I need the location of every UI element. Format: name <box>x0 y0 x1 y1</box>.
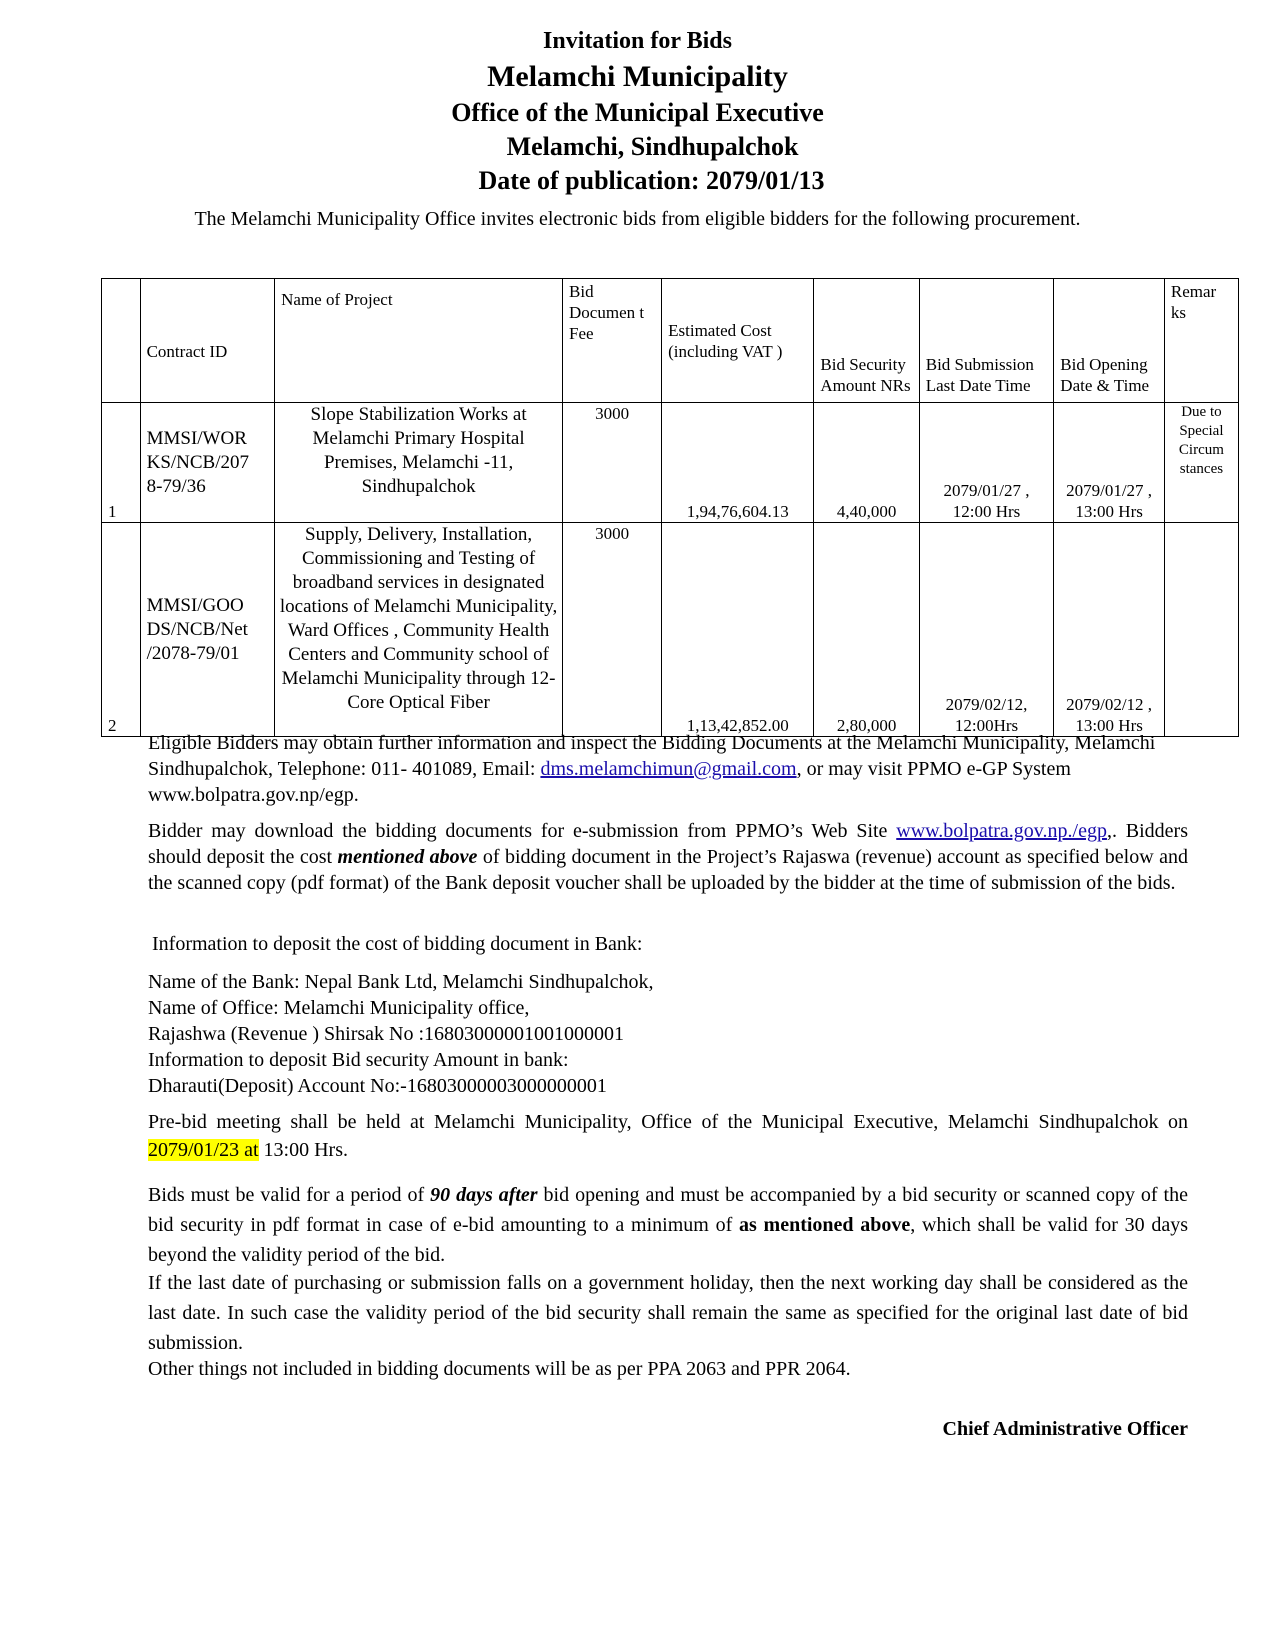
row-cost: 1,94,76,604.13 <box>662 403 814 523</box>
row-remarks <box>1164 523 1238 737</box>
row-contract-id: MMSI/GOO DS/NCB/Net /2078-79/01 <box>140 523 275 737</box>
as-mentioned-emphasis: as mentioned above <box>739 1214 911 1236</box>
validity-text-3: , which shall be valid for 30 days beyond the validity period of the bid. <box>148 1214 1189 1266</box>
header-submission: Bid Submission Last Date Time <box>919 279 1054 403</box>
bank-info-heading: Information to deposit the cost of bidding document in Bank: <box>152 933 643 955</box>
validity-paragraph <box>148 1180 1188 1270</box>
row-submission: 2079/02/12, 12:00Hrs <box>919 523 1054 737</box>
header-remarks: Remar ks <box>1164 279 1238 403</box>
row-fee: 3000 <box>563 403 662 523</box>
ppmo-website-link[interactable]: www.bolpatra.gov.np./egp <box>896 820 1107 842</box>
further-info-text-end: , or may visit PPMO e-GP System www.bolpatra.gov.np/egp. <box>148 758 1071 806</box>
row-opening: 2079/02/12 , 13:00 Hrs <box>1054 523 1165 737</box>
bank-details <box>148 969 1188 1099</box>
intro-text: The Melamchi Municipality Office invites electronic bids from eligible bidders for the following procurement. <box>194 208 1081 230</box>
further-info-paragraph <box>148 730 1188 808</box>
row-security: 4,40,000 <box>814 403 919 523</box>
header-security: Bid Security Amount NRs <box>814 279 919 403</box>
row-submission: 2079/01/27 , 12:00 Hrs <box>919 403 1054 523</box>
prebid-text: Pre-bid meeting shall be held at Melamchi Municipality, Office of the Municipal Executive, Melamchi Sindhupalchok on <box>148 1111 1188 1133</box>
prebid-paragraph <box>148 1108 1188 1164</box>
publication-date: Date of publication: 2079/01/13 <box>478 166 825 195</box>
header-opening: Bid Opening Date & Time <box>1054 279 1165 403</box>
prebid-date-highlight: 2079/01/23 at <box>148 1139 259 1161</box>
row-contract-id: MMSI/WOR KS/NCB/207 8-79/36 <box>140 403 275 523</box>
row-remarks: Due to Special Circum stances <box>1164 403 1238 523</box>
header-cost: Estimated Cost (including VAT ) <box>662 279 814 403</box>
row-opening: 2079/01/27 , 13:00 Hrs <box>1054 403 1165 523</box>
title-location: Melamchi, Sindhupalchok <box>506 132 799 161</box>
email-link[interactable]: dms.melamchimun@gmail.com <box>540 758 797 780</box>
row-fee: 3000 <box>563 523 662 737</box>
download-paragraph <box>148 818 1188 896</box>
row-number: 1 <box>102 403 141 523</box>
other-things-paragraph: Other things not included in bidding documents will be as per PPA 2063 and PPR 2064. <box>148 1358 851 1380</box>
title-office: Office of the Municipal Executive <box>451 98 824 127</box>
bid-security-info-line: Information to deposit Bid security Amount in bank: <box>148 1049 569 1071</box>
header-no <box>102 279 141 403</box>
validity-days-emphasis: 90 days after <box>430 1184 538 1206</box>
signature: Chief Administrative Officer <box>942 1418 1188 1440</box>
further-info-text: Eligible Bidders may obtain further information and inspect the Bidding Documents at the Melamchi Municipality, Melamchi Sindhupalchok, Telephone: 011- 401089, Email: <box>148 732 1156 780</box>
row-project: Slope Stabilization Works at Melamchi Primary Hospital Premises, Melamchi -11, Sindhupalchok <box>275 403 563 523</box>
holiday-paragraph: If the last date of purchasing or submission falls on a government holiday, then the next working day shall be considered as the last date. In such case the validity period of the bid security shall remain the same as specified for the original last date of bid submission. <box>148 1272 1188 1354</box>
prebid-time: 13:00 Hrs. <box>258 1139 348 1161</box>
revenue-account-line: Rajashwa (Revenue ) Shirsak No :16803000001001000001 <box>148 1023 625 1045</box>
title-municipality: Melamchi Municipality <box>487 60 788 93</box>
header-project: Name of Project <box>275 279 563 403</box>
download-text-3: of bidding document in the Project’s Rajaswa (revenue) account as specified below and the scanned copy (pdf format) of the Bank deposit voucher shall be uploaded by the bidder at the time of submission of the bids. <box>148 846 1188 894</box>
download-text: Bidder may download the bidding documents for e-submission from PPMO’s Web Site <box>148 820 897 842</box>
office-name-line: Name of Office: Melamchi Municipality office, <box>148 997 530 1019</box>
mentioned-above-emphasis: mentioned above <box>337 846 478 868</box>
header-fee: Bid Documen t Fee <box>563 279 662 403</box>
row-project: Supply, Delivery, Installation, Commissioning and Testing of broadband services in designated locations of Melamchi Municipality, Ward Offices , Community Health Centers and Community school of Melamchi Municipality through 12-Core Optical Fiber <box>275 523 563 737</box>
table-header-row <box>102 279 1239 403</box>
table-row <box>102 523 1239 737</box>
download-text-2: ,. Bidders should deposit the cost <box>148 820 1188 868</box>
header-contract-id: Contract ID <box>140 279 275 403</box>
bids-table <box>101 278 1239 737</box>
row-cost: 1,13,42,852.00 <box>662 523 814 737</box>
title-invitation: Invitation for Bids <box>543 28 732 54</box>
row-number: 2 <box>102 523 141 737</box>
row-security: 2,80,000 <box>814 523 919 737</box>
deposit-account-line: Dharauti(Deposit) Account No:-16803000003000000001 <box>148 1075 607 1097</box>
table-row <box>102 403 1239 523</box>
validity-text-2: bid opening and must be accompanied by a bid security or scanned copy of the bid security in pdf format in case of e-bid amounting to a minimum of <box>148 1184 1188 1236</box>
bank-name-line: Name of the Bank: Nepal Bank Ltd, Melamchi Sindhupalchok, <box>148 971 654 993</box>
validity-text: Bids must be valid for a period of <box>148 1184 431 1206</box>
